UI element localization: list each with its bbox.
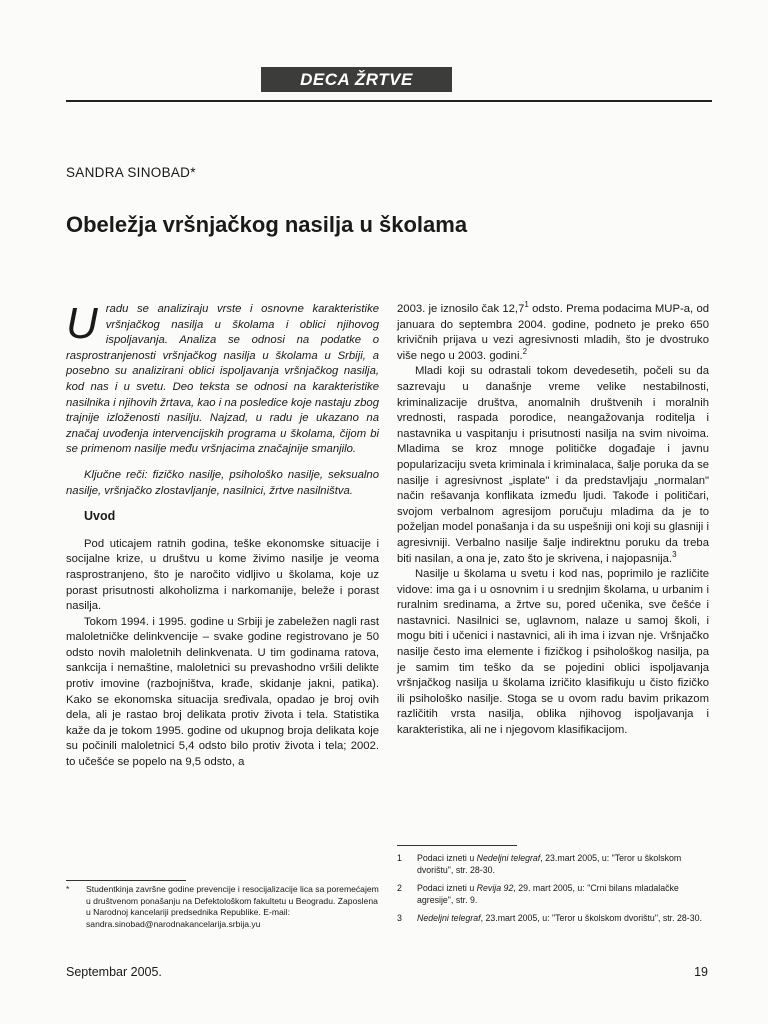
footer-date: Septembar 2005. xyxy=(66,965,162,979)
footnote-ref: 3 xyxy=(672,549,677,559)
keywords: Ključne reči: fizičko nasilje, psihološko nasilje, seksualno nasilje, vršnjačko zlostavljanje, nasilnici, žrtve nasilništva. xyxy=(66,468,379,497)
abstract-text: radu se analiziraju vrste i osnovne karakteristike vršnjačkog nasilja u školama i oblici njihovog ispoljavanja. Analiza se odnosi na podatke o rasprostranjenosti vršnjačkog nasilja u školama u Srbiji, a posebno su analizirani oblici ispoljavanja vršnjačkog nasilja, kod nas i u svetu. Deo teksta se odnosi na karakteristike nasilnika i njihovih žrtava, kao i na posledice koje nastaju zbog trajnije izloženosti nasilju. Najzad, u radu je ukazano na značaj uvođenja intervencijskih programa u školama, čijom bi se primenom nasilje među vršnjacima značajnije smanjilo. xyxy=(66,303,379,456)
abstract xyxy=(66,299,379,458)
paragraph: Tokom 1994. i 1995. godine u Srbiji je zabeležen nagli rast maloletničke delinkvencije – svake godine registrovano je 50 odsto novih maloletnih delinkvenata. U tim godinama ratova, sankcija i nemaštine, maloletnici su prevashodno vršili delikte protiv imovine (razbojništva, krađe, skidanje jakni, patika). Kako se ekonomska situacija sređivala, opadao je broj ovih dela, ali je rastao broj delikata protiv života i tela. Statistika kaže da je tokom 1995. godine od ukupnog broja delikata koje su počinili maloletnici 5,4 odsto bilo protiv života i tela; 2002. to učešće se popelo na 9,5 odsto, a xyxy=(66,615,379,769)
footnote-rule xyxy=(66,880,186,881)
footnote xyxy=(397,913,709,925)
footnote-text: Podaci izneti u Revija 92, 29. mart 2005, u: "Crni bilans mladalačke agresije", str. 9. xyxy=(417,883,679,905)
footnote-rule xyxy=(397,845,517,846)
footnote xyxy=(397,853,709,876)
paragraph: Mladi koji su odrastali tokom devedesetih, počeli su da sazrevaju u današnje vreme velike nestabilnosti, kriminalizacije društva, anomalnih društvenih i moralnih vrednosti, raspada porodice, neangažovanja roditelja i nastavnika u vaspitanju i prisutnosti nasilja na svim nivoima. Mladima se kroz mnoge političke događaje i javnu popularizaciju sveta kriminala i kriminalaca, šalje poruka da se nasilje i agresivnost „isplate" i da predstavljaju „normalan" način rešavanja konflikata između ljudi. Takođe i političari, svojom verbalnom agresijom poručuju mladima da je to poželjan model ponašanja i da su uspešniji oni koji su glasniji i agresivniji. Verbalno nasilje šalje indirektnu poruku da treba biti nasilan, a ona je, zato što je skrivena, i najopasnija.$^3$ xyxy=(397,365,709,565)
footnote-number: 1 xyxy=(397,853,402,863)
paragraph: Nasilje u školama u svetu i kod nas, poprimilo je različite vidove: ima ga i u osnovnim i u srednjim školama, u urbanim i ruralnim sredinama, a žrtve su, pored učenika, sve češće i nastavnici. Nasilnici se, uglavnom, nalaze u samoj školi, i mogu biti i učenici i nastavnici, ali ih ima i izvan nje. Vršnjačko nasilje često ima elemente i fizičkog i psihološkog nasilja, pa je samim tim teško da se pojedini oblici ispoljavanja vršnjačkog nasilja u školama izričito klasifikuju u čisto fizičko ili psihološko nasilje. Stoga se u ovom radu bavim prikazom različitih vrsta nasilja, oblika njihovog ispoljavanja i karakteristika, ali ne i njegovom klasifikacijom. xyxy=(397,568,709,737)
paragraph: Pod uticajem ratnih godina, teške ekonomske situacije i socijalne krize, u društvu u kome živimo nasilje je veoma rasprostranjeno, što je naročito vidljivo u školama, koje uz porast prisutnosti alkoholizma i narkomanije, beleže i porast nasilja. xyxy=(66,537,379,613)
footnote-number: 2 xyxy=(397,883,402,894)
header-rule xyxy=(66,100,712,102)
footnote xyxy=(397,883,709,906)
footnote-text: Podaci izneti u Nedeljni telegraf, 23.mart 2005, u: "Teror u školskom dvorištu", str. 28-30. xyxy=(417,853,682,875)
right-column xyxy=(397,302,709,739)
left-column xyxy=(66,299,379,771)
footnote-ref: 2 xyxy=(522,347,528,357)
footnote-mark: * xyxy=(66,884,70,894)
section-banner: DECA ŽRTVE xyxy=(261,67,452,92)
article-title: Obeležja vršnjačkog nasilja u školama xyxy=(66,212,468,237)
footnote-number: 3 xyxy=(397,913,402,924)
drop-cap: U xyxy=(66,299,98,348)
author-footnote xyxy=(66,884,379,930)
footnote-text: Studentkinja završne godine prevencije i resocijalizacije lica sa poremećajem u društvenom ponašanju na Defektološkom fakultetu u Beogradu. Zaposlena u Narodnoj kancelariji predsednika Republike. E-mail: sandra.sinobad@narodnakancelarija.srbija.yu xyxy=(86,884,379,929)
section-heading: Uvod xyxy=(84,509,116,524)
footnotes xyxy=(397,853,709,932)
footnote-text: Nedeljni telegraf, 23.mart 2005, u: "Teror u školskom dvorištu", str. 28-30. xyxy=(417,913,702,924)
page-number: 19 xyxy=(694,965,708,979)
paragraph: 2003. je iznosilo čak 12,7$^1$ odsto. Prema podacima MUP-a, od januara do septembra 2004. godine, podneto je preko 650 krivičnih prijava u vezi agresivnosti mladih, što je dvostruko više nego u 2003. godini.$^2$ xyxy=(397,300,710,362)
author-name: SANDRA SINOBAD* xyxy=(66,165,196,180)
footnote-ref: 1 xyxy=(524,300,529,310)
